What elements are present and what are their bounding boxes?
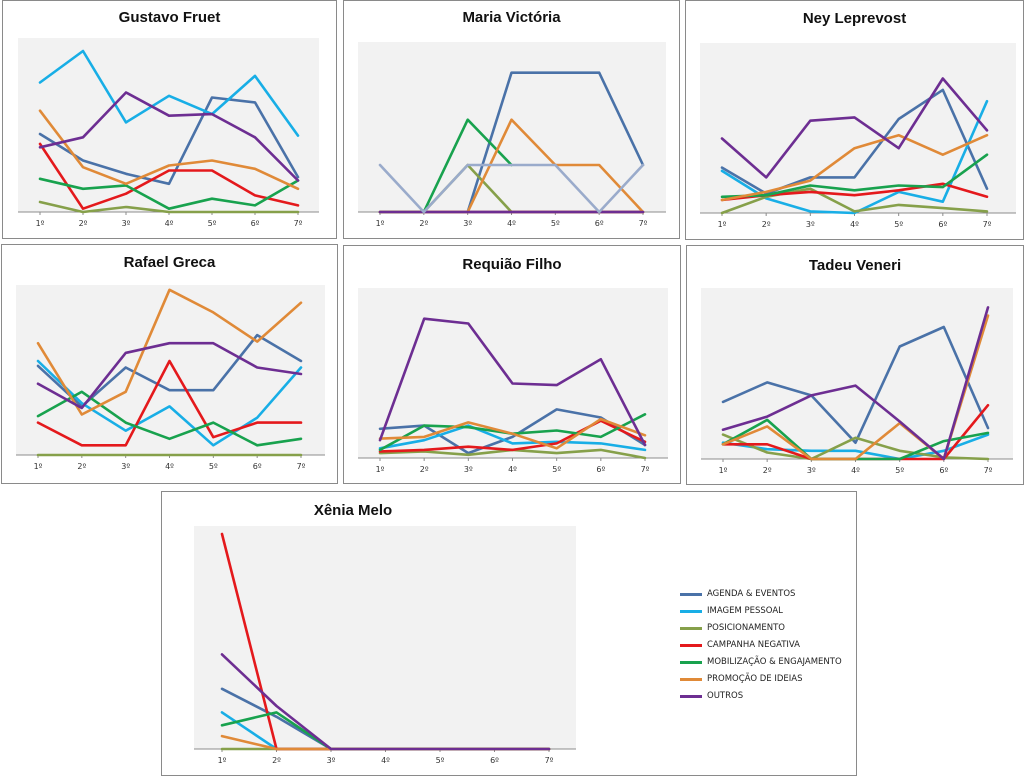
x-tick-label: 1º — [217, 756, 227, 765]
x-tick-label: 4º — [508, 465, 517, 474]
x-tick-label: 3º — [121, 462, 131, 471]
x-tick-label: 4º — [507, 219, 516, 228]
chart-title: Ney Leprevost — [802, 10, 907, 27]
chart-title: Xênia Melo — [313, 502, 393, 519]
legend-item — [680, 673, 803, 685]
x-tick-label: 5º — [552, 465, 562, 474]
legend-item — [680, 690, 743, 702]
chart-panel-maria-victoria — [343, 0, 680, 239]
x-tick-label: 6º — [250, 219, 260, 228]
plot-area — [194, 526, 576, 749]
x-tick-label: 1º — [717, 220, 727, 229]
x-tick-label: 4º — [165, 462, 174, 471]
chart-legend — [680, 588, 855, 708]
x-tick-label: 5º — [208, 462, 218, 471]
x-tick-label: 1º — [375, 465, 385, 474]
x-tick-label: 4º — [164, 219, 174, 228]
chart-panel-ney-leprevost — [685, 0, 1024, 240]
legend-label: OUTROS — [707, 691, 744, 701]
x-tick-label: 6º — [938, 220, 948, 229]
x-tick-label: 2º — [762, 466, 772, 475]
chart-svg — [687, 246, 1024, 486]
legend-label: AGENDA & EVENTOS — [707, 589, 796, 599]
x-tick-label: 4º — [851, 466, 860, 475]
chart-panel-xenia-melo — [161, 491, 857, 776]
x-tick-label: 7º — [983, 466, 993, 475]
x-tick-label: 6º — [490, 756, 499, 765]
x-tick-label: 3º — [463, 465, 473, 474]
x-tick-label: 4º — [381, 756, 390, 765]
x-tick-label: 7º — [638, 219, 648, 228]
x-tick-label: 6º — [594, 219, 604, 228]
x-tick-label: 3º — [121, 219, 131, 228]
chart-svg — [344, 1, 681, 240]
x-tick-label: 2º — [78, 219, 88, 228]
legend-item — [680, 622, 785, 634]
x-tick-label: 1º — [33, 462, 43, 471]
chart-title: Maria Victória — [462, 9, 561, 26]
x-tick-label: 3º — [805, 220, 815, 229]
x-tick-label: 7º — [982, 220, 992, 229]
x-tick-label: 2º — [761, 220, 771, 229]
x-tick-label: 2º — [272, 756, 281, 765]
legend-swatch — [680, 695, 702, 698]
chart-title: Gustavo Fruet — [118, 9, 221, 26]
chart-panel-requiao-filho — [343, 245, 681, 484]
legend-item — [680, 639, 800, 651]
chart-title: Requião Filho — [462, 256, 562, 273]
x-tick-label: 3º — [326, 756, 336, 765]
x-tick-label: 7º — [640, 465, 650, 474]
legend-swatch — [680, 610, 702, 613]
x-tick-label: 1º — [718, 466, 728, 475]
x-tick-label: 3º — [806, 466, 816, 475]
legend-label: CAMPANHA NEGATIVA — [707, 640, 801, 650]
chart-svg — [344, 246, 682, 485]
legend-item — [680, 588, 795, 600]
x-tick-label: 5º — [550, 219, 560, 228]
x-tick-label: 1º — [375, 219, 385, 228]
chart-title: Rafael Greca — [123, 254, 216, 271]
x-tick-label: 7º — [293, 219, 303, 228]
x-tick-label: 6º — [252, 462, 262, 471]
legend-label: PROMOÇÃO DE IDEIAS — [707, 674, 803, 684]
legend-swatch — [680, 627, 702, 630]
chart-svg — [686, 1, 1024, 241]
chart-svg — [2, 245, 339, 485]
legend-swatch — [680, 644, 702, 647]
legend-label: IMAGEM PESSOAL — [707, 606, 783, 616]
chart-title: Tadeu Veneri — [808, 257, 902, 274]
legend-label: POSICIONAMENTO — [707, 623, 785, 633]
chart-panel-gustavo-fruet — [2, 0, 337, 239]
legend-item — [680, 605, 783, 617]
legend-swatch — [680, 678, 702, 681]
x-tick-label: 1º — [35, 219, 45, 228]
x-tick-label: 5º — [207, 219, 217, 228]
x-tick-label: 4º — [850, 220, 859, 229]
x-tick-label: 7º — [544, 756, 554, 765]
x-tick-label: 6º — [596, 465, 606, 474]
legend-label: MOBILIZAÇÃO & ENGAJAMENTO — [707, 657, 842, 667]
x-tick-label: 6º — [939, 466, 949, 475]
x-tick-label: 5º — [435, 756, 445, 765]
chart-svg — [3, 1, 338, 240]
legend-swatch — [680, 661, 702, 664]
x-tick-label: 5º — [895, 466, 905, 475]
chart-panel-rafael-greca — [1, 244, 338, 484]
x-tick-label: 2º — [419, 219, 429, 228]
x-tick-label: 2º — [77, 462, 87, 471]
x-tick-label: 3º — [463, 219, 473, 228]
x-tick-label: 5º — [894, 220, 904, 229]
chart-panel-tadeu-veneri — [686, 245, 1024, 485]
legend-swatch — [680, 593, 702, 596]
x-tick-label: 2º — [419, 465, 429, 474]
legend-item — [680, 656, 842, 668]
x-tick-label: 7º — [296, 462, 306, 471]
